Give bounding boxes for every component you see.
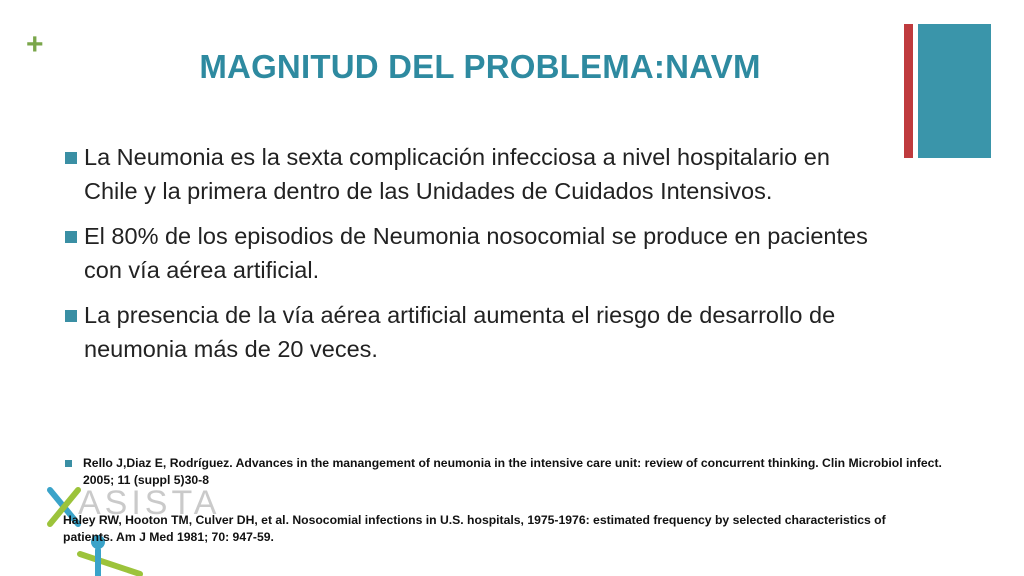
bullet-list bbox=[63, 140, 883, 366]
reference-item bbox=[63, 512, 903, 546]
reference-text: Haley RW, Hooton TM, Culver DH, et al. Nosocomial infections in U.S. hospitals, 1975-1976: estimated frequency by selected characteristics of patients. Am J Med 1981; 70: 947-59. bbox=[63, 513, 886, 544]
accent-bar-teal bbox=[918, 24, 991, 158]
slide-title: MAGNITUD DEL PROBLEMA:NAVM bbox=[199, 48, 761, 85]
bullet-item bbox=[63, 140, 883, 208]
plus-icon: + bbox=[26, 28, 44, 61]
accent-bar-red bbox=[904, 24, 913, 158]
reference-text: Rello J,Diaz E, Rodríguez. Advances in the manangement of neumonia in the intensive care unit: review of concurrent thinking. Clin Microbiol infect. 2005; 11 (suppl 5)30-8 bbox=[83, 456, 942, 487]
bullet-text: El 80% de los episodios de Neumonia nosocomial se produce en pacientes con vía aérea artificial. bbox=[84, 223, 868, 283]
logo-text: ASISTA bbox=[78, 484, 221, 522]
bullet-text: La Neumonia es la sexta complicación infecciosa a nivel hospitalario en Chile y la primera dentro de las Unidades de Cuidados Intensivos. bbox=[84, 144, 830, 204]
bullet-square-icon bbox=[65, 310, 77, 322]
bullet-item bbox=[63, 219, 883, 287]
reference-item bbox=[63, 455, 943, 489]
bullet-item bbox=[63, 298, 883, 366]
reference-bullet-icon bbox=[65, 460, 72, 467]
bullet-square-icon bbox=[65, 231, 77, 243]
bullet-text: La presencia de la vía aérea artificial aumenta el riesgo de desarrollo de neumonia más de 20 veces. bbox=[84, 302, 836, 362]
bullet-square-icon bbox=[65, 152, 77, 164]
